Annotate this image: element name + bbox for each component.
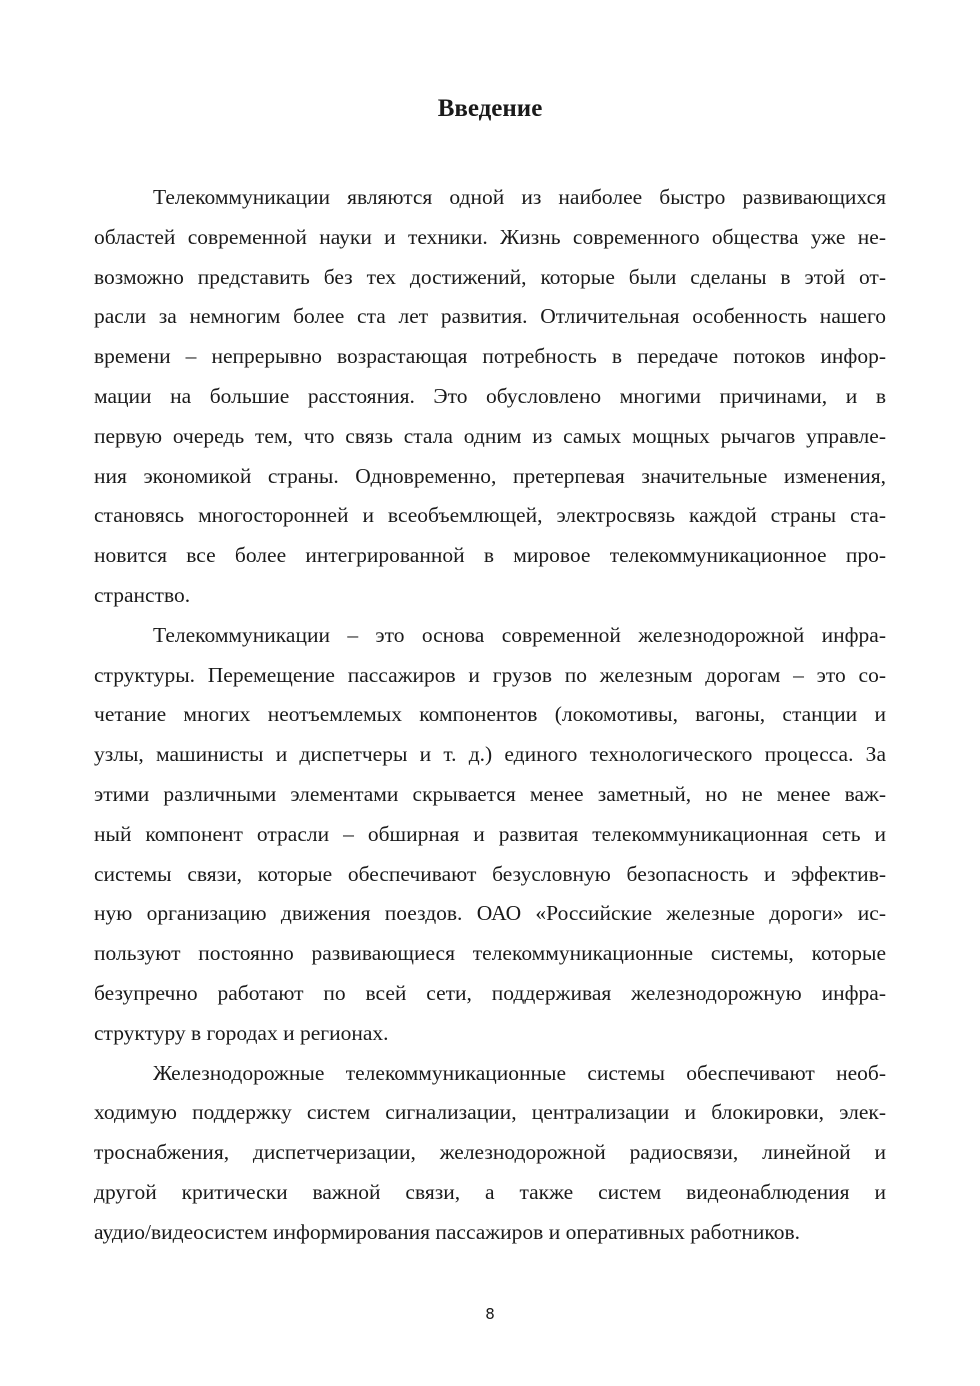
text-line: этими различными элементами скрывается менее заметный, но не менее важ- <box>94 781 886 806</box>
text-line: структуры. Перемещение пассажиров и грузов по железным дорогам – это со- <box>94 662 886 687</box>
page-title: Введение <box>437 95 543 122</box>
text-line: Телекоммуникации являются одной из наиболее быстро развивающихся <box>153 185 886 209</box>
text-line: времени – непрерывно возрастающая потребность в передаче потоков инфор- <box>94 344 886 369</box>
paragraph-3 <box>94 1054 886 1253</box>
text-line: другой критически важной связи, а также систем видеонаблюдения и <box>94 1179 886 1204</box>
text-line: пользуют постоянно развивающиеся телекоммуникационные системы, которые <box>94 941 886 966</box>
text-line: системы связи, которые обеспечивают безусловную безопасность и эффектив- <box>94 861 886 886</box>
body-text <box>94 178 886 1253</box>
text-line: расли за немногим более ста лет развития. Отличительная особенность нашего <box>94 304 886 329</box>
paragraph-1 <box>94 178 886 616</box>
page-number: 8 <box>485 1305 495 1323</box>
text-line: мации на большие расстояния. Это обусловлено многими причинами, и в <box>94 383 886 408</box>
text-line: ную организацию движения поездов. ОАО «Российские железные дороги» ис- <box>94 901 886 926</box>
text-line: безупречно работают по всей сети, поддерживая железнодорожную инфра- <box>94 980 886 1005</box>
text-line: четание многих неотъемлемых компонентов (локомотивы, вагоны, станции и <box>94 702 886 727</box>
paragraph-2 <box>94 616 886 1054</box>
text-line: Железнодорожные телекоммуникационные системы обеспечивают необ- <box>153 1060 886 1085</box>
text-line: аудио/видеосистем информирования пассажиров и оперативных работников. <box>94 1219 800 1244</box>
text-line: первую очередь тем, что связь стала одним из самых мощных рычагов управле- <box>94 423 886 448</box>
text-line: областей современной науки и техники. Жизнь современного общества уже не- <box>94 224 886 249</box>
text-line: странство. <box>94 582 191 607</box>
text-line: Телекоммуникации – это основа современной железнодорожной инфра- <box>153 622 886 647</box>
text-line: ный компонент отрасли – обширная и развитая телекоммуникационная сеть и <box>94 821 886 846</box>
text-line: ходимую поддержку систем сигнализации, централизации и блокировки, элек- <box>94 1100 886 1125</box>
text-line: становясь многосторонней и всеобъемлющей, электросвязь каждой страны ста- <box>94 503 886 528</box>
text-line: троснабжения, диспетчеризации, железнодорожной радиосвязи, линейной и <box>94 1140 886 1165</box>
text-line: структуру в городах и регионах. <box>94 1020 389 1045</box>
text-line: ния экономикой страны. Одновременно, претерпевая значительные изменения, <box>94 463 886 488</box>
text-line: узлы, машинисты и диспетчеры и т. д.) единого технологического процесса. За <box>94 742 886 767</box>
text-line: возможно представить без тех достижений, которые были сделаны в этой от- <box>94 264 886 289</box>
text-line: новится все более интегрированной в мировое телекоммуникационное про- <box>94 543 886 568</box>
